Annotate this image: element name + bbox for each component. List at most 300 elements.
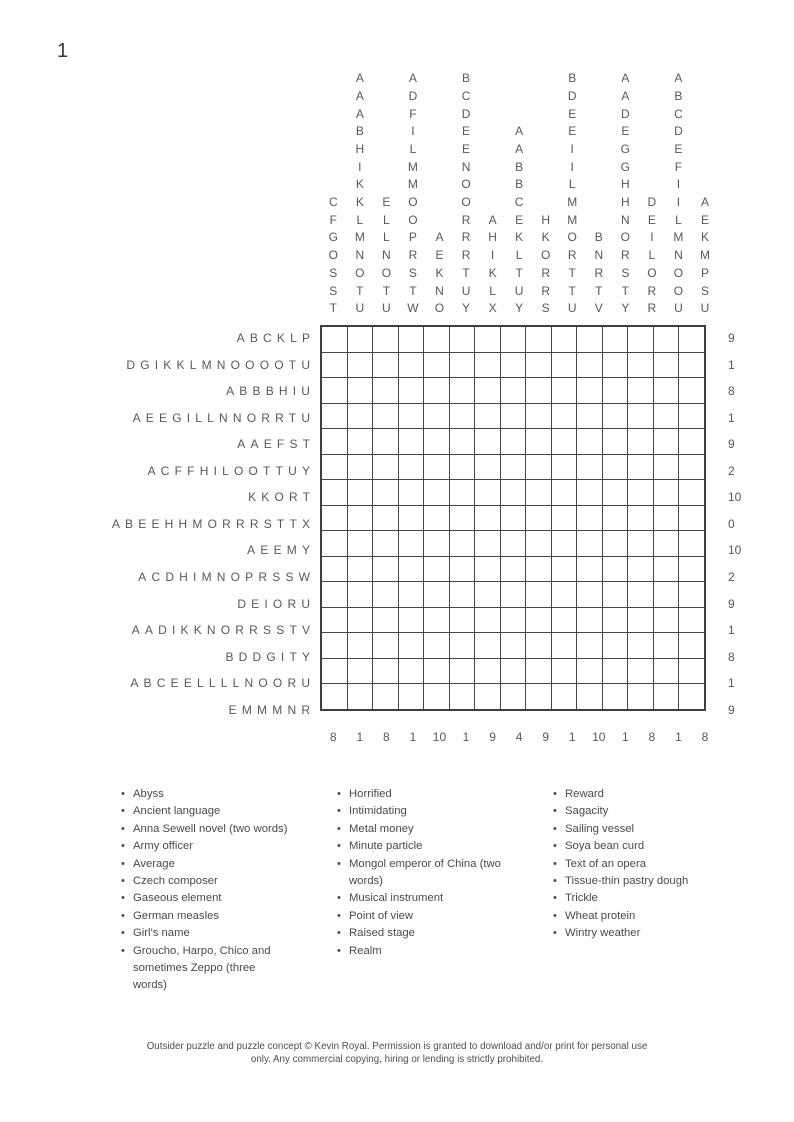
bullet-icon: •	[337, 892, 341, 905]
clue-item	[121, 925, 291, 942]
column-clue-letter: Y	[621, 301, 630, 316]
bullet-icon: •	[337, 805, 341, 818]
column-clue-letter: B	[515, 177, 524, 192]
grid-row	[321, 582, 705, 608]
column-clue-letter: R	[408, 248, 418, 263]
row-letters-9	[0, 537, 316, 564]
row-letters-10	[0, 564, 316, 591]
column-clue-letter: K	[355, 195, 364, 210]
column-count-4: 1	[409, 730, 417, 744]
grid-cell	[500, 556, 526, 582]
grid-cell	[526, 480, 552, 506]
grid-cell	[347, 429, 373, 455]
column-clue-letter: O	[540, 248, 551, 263]
column-count-3: 8	[383, 730, 390, 744]
grid-cell	[424, 658, 450, 684]
grid-cell	[475, 403, 501, 429]
clue-item	[337, 943, 511, 960]
grid-cell	[551, 403, 577, 429]
column-clue-letter: I	[490, 248, 495, 263]
clue-item	[337, 786, 511, 803]
clue-text: Mongol emperor of China (two words)	[349, 857, 501, 888]
column-clue-letter: I	[358, 159, 362, 174]
column-clue-letter: T	[382, 283, 391, 298]
row-clue-letters: DEIORU	[237, 596, 316, 611]
column-letters-10	[559, 70, 586, 318]
grid-cell	[628, 480, 654, 506]
grid-cell	[653, 378, 679, 404]
row-count-8: 0	[728, 516, 735, 531]
grid-cell	[500, 505, 526, 531]
row-count-5: 9	[728, 437, 735, 452]
grid-cell	[526, 633, 552, 659]
clue-item	[121, 890, 291, 907]
grid-cell	[602, 582, 628, 608]
column-letters-3	[373, 194, 400, 318]
grid-cell	[653, 480, 679, 506]
grid-cell	[321, 556, 347, 582]
column-clue-letter: W	[407, 301, 419, 316]
row-letters-7	[0, 484, 316, 511]
grid-cell	[373, 403, 399, 429]
row-clue-letters: KKORT	[248, 490, 316, 505]
grid-cell	[602, 658, 628, 684]
grid-cell	[398, 633, 424, 659]
column-clue-letter: K	[435, 265, 444, 280]
grid-cell	[628, 429, 654, 455]
clue-text: Girl's name	[133, 927, 190, 940]
footer-line-1: Outsider puzzle and puzzle concept © Kevin Royal. Permission is granted to download and/or print for personal use	[146, 1041, 648, 1052]
row-count-15: 9	[728, 702, 735, 717]
grid-cell	[577, 454, 603, 480]
bullet-icon: •	[337, 822, 341, 835]
column-letters-13	[639, 194, 666, 318]
column-clue-letter: S	[541, 301, 550, 316]
column-clue-letter: O	[328, 248, 338, 263]
clue-text: Tissue-thin pastry dough	[565, 875, 689, 888]
grid-cell	[449, 378, 475, 404]
column-clue-letter: M	[407, 177, 418, 192]
column-clue-letter: A	[621, 71, 630, 86]
column-clue-letter: M	[567, 195, 578, 210]
grid-cell	[398, 531, 424, 557]
row-clue-letters: ACDHIMNOPRSSW	[138, 569, 316, 584]
grid-cell	[653, 633, 679, 659]
column-clue-letter: C	[674, 106, 683, 121]
column-clue-letter: E	[435, 248, 444, 263]
grid-cell	[398, 429, 424, 455]
column-letters-4	[400, 70, 427, 318]
row-count-1: 9	[728, 331, 735, 345]
column-clue-letter: T	[409, 283, 417, 298]
grid-row	[321, 403, 705, 429]
column-clue-letter: F	[674, 159, 683, 174]
clue-text: Army officer	[133, 840, 194, 853]
row-count-7: 10	[728, 490, 742, 505]
grid-cell	[373, 607, 399, 633]
bullet-icon: •	[553, 909, 557, 922]
column-clue-letter: M	[354, 230, 365, 245]
column-clue-letter: L	[383, 230, 390, 245]
clue-text: Musical instrument	[349, 892, 444, 905]
grid-cell	[679, 403, 705, 429]
column-clue-letter: V	[594, 301, 603, 316]
grid-cell	[577, 429, 603, 455]
column-clue-letter: K	[355, 177, 364, 192]
grid-cell	[398, 556, 424, 582]
grid-cell	[398, 505, 424, 531]
grid-cell	[347, 582, 373, 608]
column-count-7: 9	[489, 730, 496, 744]
grid-cell	[449, 556, 475, 582]
row-letters-2	[0, 352, 316, 379]
bullet-icon: •	[121, 805, 125, 818]
grid-cell	[679, 531, 705, 557]
column-clue-letter: N	[435, 283, 444, 298]
column-clue-letter: R	[647, 301, 657, 316]
clue-text: Wheat protein	[565, 909, 636, 922]
column-count-1: 8	[329, 730, 337, 744]
clue-text: Ancient language	[133, 805, 221, 818]
grid-cell	[679, 429, 705, 455]
column-clue-letter: E	[382, 195, 391, 210]
grid-cell	[321, 633, 347, 659]
grid-cell	[475, 607, 501, 633]
grid-cell	[500, 352, 526, 378]
grid-cell	[628, 684, 654, 710]
page-number: 1	[57, 40, 69, 62]
grid-cell	[577, 352, 603, 378]
grid-cell	[526, 326, 552, 352]
column-clue-letter: E	[515, 212, 524, 227]
grid-cell	[424, 505, 450, 531]
grid-row	[321, 454, 705, 480]
grid-cell	[653, 582, 679, 608]
grid-cell	[526, 352, 552, 378]
grid-cell	[424, 556, 450, 582]
grid-cell	[475, 454, 501, 480]
clue-text: Gaseous element	[133, 892, 222, 905]
grid-cell	[424, 633, 450, 659]
grid-cell	[373, 633, 399, 659]
clue-item	[121, 943, 291, 995]
column-clue-letter: O	[408, 195, 418, 210]
grid-cell	[628, 403, 654, 429]
grid-cell	[398, 607, 424, 633]
column-clue-letter: R	[647, 283, 657, 298]
grid-cell	[373, 454, 399, 480]
column-clue-letter: H	[541, 212, 550, 227]
clue-item	[553, 856, 735, 873]
column-letters-2	[347, 70, 374, 318]
grid-row	[321, 531, 705, 557]
grid-row	[321, 633, 705, 659]
column-letters-12	[612, 70, 639, 318]
grid-cell	[602, 505, 628, 531]
column-clue-letter: K	[700, 230, 709, 245]
clue-item	[337, 908, 511, 925]
grid-cell	[653, 403, 679, 429]
clue-item	[553, 786, 735, 803]
grid-cell	[577, 480, 603, 506]
column-letters-7	[479, 212, 506, 318]
clue-item	[337, 821, 511, 838]
bullet-icon: •	[337, 840, 341, 853]
clue-text: Abyss	[133, 788, 164, 800]
grid-cell	[475, 505, 501, 531]
clue-item	[553, 873, 735, 890]
column-clue-letter: I	[650, 230, 654, 245]
column-count-12: 1	[621, 730, 629, 744]
column-clue-letter: L	[356, 212, 364, 227]
column-clue-letter: L	[409, 141, 417, 156]
grid-cell	[577, 658, 603, 684]
grid-cell	[475, 326, 501, 352]
column-clue-letter: D	[408, 88, 418, 103]
column-clue-letter: K	[488, 265, 497, 280]
grid-cell	[424, 607, 450, 633]
grid-cell	[347, 480, 373, 506]
grid-cell	[679, 352, 705, 378]
grid-cell	[475, 429, 501, 455]
grid-cell	[500, 633, 526, 659]
grid-cell	[373, 429, 399, 455]
column-clue-letter: B	[462, 71, 471, 86]
grid-cell	[321, 658, 347, 684]
grid-cell	[398, 480, 424, 506]
column-clue-letter: T	[356, 283, 364, 298]
clue-item	[121, 838, 291, 855]
row-count-3: 8	[728, 384, 735, 399]
column-clue-letter: T	[568, 283, 576, 298]
puzzle-grid	[320, 325, 706, 711]
bullet-icon: •	[553, 822, 557, 835]
grid-cell	[449, 403, 475, 429]
grid-cell	[679, 658, 705, 684]
grid-row	[321, 684, 705, 710]
grid-cell	[526, 582, 552, 608]
grid-cell	[653, 531, 679, 557]
column-letters-11	[586, 229, 613, 318]
column-clue-letter: S	[621, 265, 630, 280]
column-count-10: 1	[568, 730, 576, 744]
column-clue-letter: A	[355, 106, 364, 121]
clue-list-1	[121, 786, 291, 995]
grid-cell	[424, 352, 450, 378]
grid-cell	[475, 352, 501, 378]
column-clue-letter: R	[461, 248, 471, 263]
column-clue-letter: N	[355, 248, 365, 263]
grid-cell	[526, 454, 552, 480]
grid-cell	[679, 556, 705, 582]
grid-cell	[500, 480, 526, 506]
grid-cell	[551, 531, 577, 557]
clue-text: Anna Sewell novel (two words)	[133, 822, 288, 835]
row-count-4: 1	[728, 410, 735, 425]
column-clue-letter: E	[700, 212, 709, 227]
column-letters-9	[532, 212, 559, 318]
grid-cell	[424, 582, 450, 608]
column-clue-letter: R	[620, 248, 630, 263]
grid-cell	[500, 684, 526, 710]
clue-item	[337, 925, 511, 942]
grid-cell	[373, 582, 399, 608]
column-count-9: 9	[542, 730, 549, 744]
column-letters-6	[453, 70, 480, 318]
column-count-8: 4	[515, 730, 523, 744]
grid-cell	[347, 454, 373, 480]
column-clue-letter: R	[461, 230, 471, 245]
column-clue-letter: N	[594, 248, 604, 263]
column-clue-letter: N	[382, 248, 391, 263]
grid-cell	[373, 505, 399, 531]
grid-cell	[449, 531, 475, 557]
grid-cell	[628, 582, 654, 608]
grid-cell	[373, 480, 399, 506]
grid-cell	[347, 556, 373, 582]
clue-item	[337, 890, 511, 907]
grid-cell	[653, 505, 679, 531]
clue-text: Trickle	[565, 892, 598, 905]
clue-text: Raised stage	[349, 927, 415, 940]
column-clue-letter: A	[408, 71, 417, 86]
grid-cell	[449, 658, 475, 684]
bullet-icon: •	[337, 927, 341, 940]
column-count-13: 8	[648, 730, 656, 744]
clue-text: Average	[133, 857, 175, 870]
column-letters-14	[665, 70, 692, 318]
grid-cell	[679, 505, 705, 531]
column-clue-letter: A	[488, 212, 497, 227]
clue-item	[337, 856, 511, 891]
grid-cell	[526, 607, 552, 633]
bullet-icon: •	[337, 857, 341, 870]
bullet-icon: •	[121, 857, 125, 870]
grid-cell	[347, 505, 373, 531]
clue-text: Sailing vessel	[565, 822, 635, 835]
column-clue-letter: D	[620, 106, 630, 121]
column-clue-letter: R	[567, 248, 577, 263]
row-letters-11	[0, 591, 316, 618]
bullet-icon: •	[121, 909, 125, 922]
column-clue-letter: H	[620, 177, 630, 192]
column-letters-8	[506, 123, 533, 318]
grid-cell	[628, 607, 654, 633]
row-clue-letters: AAEFST	[237, 437, 316, 452]
grid-cell	[449, 429, 475, 455]
grid-cell	[551, 429, 577, 455]
grid-cell	[321, 684, 347, 710]
column-clue-letter: O	[381, 265, 392, 280]
column-clue-letter: M	[567, 212, 578, 227]
grid-cell	[653, 454, 679, 480]
grid-cell	[551, 658, 577, 684]
grid-row	[321, 505, 705, 531]
grid-cell	[321, 607, 347, 633]
grid-cell	[500, 582, 526, 608]
grid-cell	[602, 556, 628, 582]
grid-cell	[321, 403, 347, 429]
grid-cell	[551, 505, 577, 531]
column-clue-letter: I	[570, 159, 574, 174]
grid-cell	[602, 429, 628, 455]
clue-item	[553, 803, 735, 820]
column-count-6: 1	[462, 730, 470, 744]
column-clue-letter: L	[515, 248, 523, 263]
grid-cell	[321, 326, 347, 352]
column-letters-1	[320, 194, 347, 318]
row-count-12: 1	[728, 623, 735, 638]
grid-cell	[373, 556, 399, 582]
footer	[0, 1041, 794, 1066]
row-letters-12	[0, 617, 316, 644]
grid-row	[321, 429, 705, 455]
clue-text: Soya bean curd	[565, 840, 645, 853]
grid-cell	[551, 454, 577, 480]
grid-cell	[602, 607, 628, 633]
grid-cell	[602, 684, 628, 710]
column-clue-letter: C	[328, 195, 338, 210]
row-letters-15	[0, 697, 316, 724]
column-clue-letter: K	[541, 230, 550, 245]
column-clue-letter: D	[674, 124, 683, 139]
bullet-icon: •	[553, 788, 557, 800]
column-clue-letter: O	[673, 265, 684, 280]
grid-cell	[424, 378, 450, 404]
column-clue-letter: B	[568, 71, 577, 86]
row-clue-letters: ABBBHIU	[226, 384, 316, 399]
column-clue-letter: G	[620, 141, 630, 156]
row-clue-letters: ABEEHHMORRRSTTX	[111, 516, 316, 531]
grid-row	[321, 352, 705, 378]
column-clue-letter: S	[329, 265, 338, 280]
grid-body	[321, 326, 705, 710]
clue-text: Wintry weather	[565, 927, 641, 940]
grid-cell	[475, 582, 501, 608]
grid-cell	[653, 607, 679, 633]
row-letters-13	[0, 644, 316, 671]
column-clue-letter: O	[673, 283, 684, 298]
clue-item	[553, 908, 735, 925]
grid-cell	[628, 378, 654, 404]
grid-cell	[577, 378, 603, 404]
grid-cell	[577, 607, 603, 633]
grid-row	[321, 556, 705, 582]
grid-cell	[500, 658, 526, 684]
grid-cell	[602, 352, 628, 378]
column-clue-letter: O	[567, 230, 577, 245]
grid-cell	[475, 684, 501, 710]
grid-cell	[398, 582, 424, 608]
grid-cell	[373, 352, 399, 378]
column-clue-letter: D	[647, 195, 657, 210]
grid-cell	[602, 403, 628, 429]
row-letters-4	[0, 405, 316, 432]
grid-cell	[321, 378, 347, 404]
column-clue-letter: O	[620, 230, 630, 245]
grid-cell	[653, 326, 679, 352]
grid-row	[321, 326, 705, 352]
grid-cell	[602, 378, 628, 404]
grid-cell	[526, 378, 552, 404]
grid-cell	[347, 531, 373, 557]
bullet-icon: •	[121, 927, 125, 940]
column-clue-letter: A	[435, 230, 444, 245]
column-clue-letter: T	[462, 265, 470, 280]
grid-cell	[602, 531, 628, 557]
grid-cell	[347, 326, 373, 352]
column-clue-letter: U	[382, 301, 391, 316]
